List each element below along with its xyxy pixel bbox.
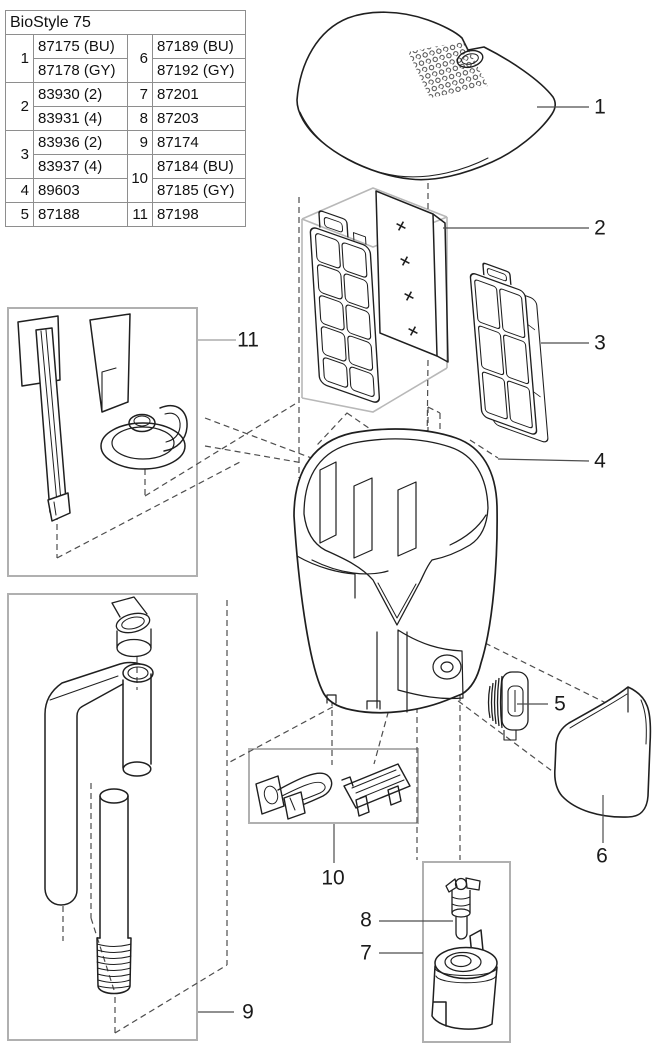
part-11-holder-parts — [18, 314, 187, 521]
table-row — [6, 203, 246, 227]
part-ref: 11 — [128, 203, 153, 227]
part-code: 87175 (BU) — [34, 35, 128, 59]
part-7-pump-housing — [432, 930, 497, 1029]
part-9-tube-set — [45, 597, 153, 994]
callout-11: 11 — [237, 328, 259, 352]
callout-4: 4 — [594, 449, 606, 473]
part-code: 87189 (BU) — [153, 35, 246, 59]
part-10-clips — [256, 764, 410, 819]
part-code: 87188 — [34, 203, 128, 227]
callout-3: 3 — [594, 331, 606, 355]
part-3-filter-frame — [469, 258, 549, 444]
part-ref: 4 — [6, 179, 34, 203]
part-code: 83931 (4) — [34, 107, 128, 131]
callout-5: 5 — [554, 692, 566, 716]
group-box-9 — [8, 594, 197, 1040]
part-ref: 5 — [6, 203, 34, 227]
table-row — [6, 107, 246, 131]
part-code: 87201 — [153, 83, 246, 107]
part-ref: 6 — [128, 35, 153, 83]
part-4-filter-housing — [294, 429, 497, 713]
part-code: 83937 (4) — [34, 155, 128, 179]
table-row — [6, 83, 246, 107]
callout-1: 1 — [594, 95, 606, 119]
table-row — [6, 155, 246, 179]
table-row — [6, 35, 246, 59]
callout-10: 10 — [321, 866, 345, 890]
callout-6: 6 — [596, 844, 608, 868]
callout-9: 9 — [242, 1000, 254, 1024]
part-code: 87203 — [153, 107, 246, 131]
part-code: 87185 (GY) — [153, 179, 246, 203]
part-code: 87178 (GY) — [34, 59, 128, 83]
part-code: 83936 (2) — [34, 131, 128, 155]
parts-table — [5, 10, 246, 227]
part-1-lid — [297, 12, 555, 179]
callout-7: 7 — [360, 941, 372, 965]
part-code: 83930 (2) — [34, 83, 128, 107]
callout-8: 8 — [360, 908, 372, 932]
part-ref: 9 — [128, 131, 153, 155]
part-code: 87192 (GY) — [153, 59, 246, 83]
part-2-filter-foam — [376, 191, 448, 362]
table-title: BioStyle 75 — [6, 11, 246, 35]
part-code: 89603 — [34, 179, 128, 203]
part-ref: 2 — [6, 83, 34, 131]
callout-2: 2 — [594, 216, 606, 240]
part-code: 87184 (BU) — [153, 155, 246, 179]
part-ref: 7 — [128, 83, 153, 107]
part-ref: 1 — [6, 35, 34, 83]
part-ref: 10 — [128, 155, 153, 203]
table-row — [6, 179, 246, 203]
table-row — [6, 59, 246, 83]
table-row — [6, 131, 246, 155]
part-code: 87198 — [153, 203, 246, 227]
part-ref: 3 — [6, 131, 34, 179]
part-ref: 8 — [128, 107, 153, 131]
part-code: 87174 — [153, 131, 246, 155]
part-8-impeller — [446, 878, 480, 939]
part-5-grommet — [489, 672, 529, 740]
